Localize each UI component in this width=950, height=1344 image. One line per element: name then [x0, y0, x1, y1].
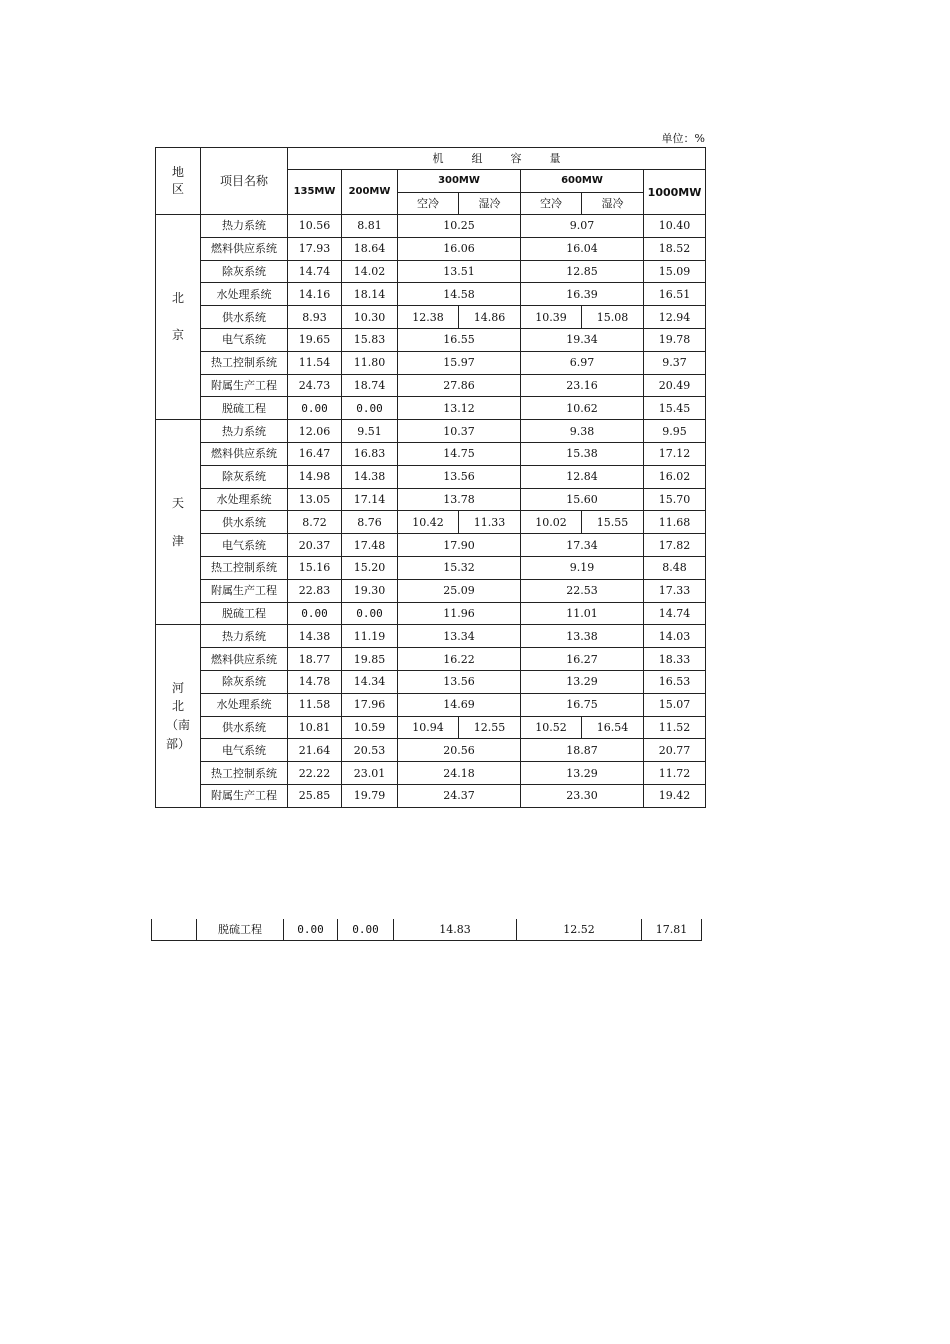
value-1000-cell: 17.33	[644, 579, 706, 602]
value-600-air-cell: 10.39	[521, 306, 582, 329]
value-600-air-cell: 10.52	[521, 716, 582, 739]
table-row	[156, 306, 706, 329]
value-300-cell: 15.97	[398, 351, 521, 374]
value-600-cell: 6.97	[521, 351, 644, 374]
item-name-cell: 热工控制系统	[201, 762, 288, 785]
value-300-cell: 16.55	[398, 328, 521, 351]
table-row	[156, 260, 706, 283]
item-name-cell: 电气系统	[201, 328, 288, 351]
value-1000-cell: 9.95	[644, 420, 706, 443]
value-300-air-cell: 10.42	[398, 511, 459, 534]
header-capacity-char: 组	[471, 152, 483, 165]
value-200-cell: 10.59	[342, 716, 398, 739]
value-200-cell: 18.74	[342, 374, 398, 397]
table-row	[156, 579, 706, 602]
cost-ratio-table	[155, 147, 706, 808]
value-300-air-cell: 12.38	[398, 306, 459, 329]
value-200-cell: 14.02	[342, 260, 398, 283]
value-135-cell: 10.56	[288, 215, 342, 238]
value-600-cell: 10.62	[521, 397, 644, 420]
item-name-cell: 热工控制系统	[201, 556, 288, 579]
value-300-cell: 27.86	[398, 374, 521, 397]
value-1000-cell: 19.42	[644, 784, 706, 807]
item-name-cell: 电气系统	[201, 534, 288, 557]
value-135-cell: 14.98	[288, 465, 342, 488]
table-row	[156, 374, 706, 397]
value-135-cell: 20.37	[288, 534, 342, 557]
value-200-cell: 19.30	[342, 579, 398, 602]
table-row	[156, 351, 706, 374]
value-300-cell: 20.56	[398, 739, 521, 762]
value-600-cell: 15.38	[521, 442, 644, 465]
value-600-wet-cell: 15.08	[582, 306, 644, 329]
item-name-cell: 水处理系统	[201, 693, 288, 716]
continuation-135: 0.00	[284, 919, 338, 941]
value-600-air-cell: 10.02	[521, 511, 582, 534]
value-135-cell: 11.58	[288, 693, 342, 716]
value-1000-cell: 17.82	[644, 534, 706, 557]
value-1000-cell: 16.51	[644, 283, 706, 306]
value-300-cell: 13.56	[398, 465, 521, 488]
value-135-cell: 15.16	[288, 556, 342, 579]
value-200-cell: 17.14	[342, 488, 398, 511]
value-600-cell: 22.53	[521, 579, 644, 602]
value-135-cell: 14.16	[288, 283, 342, 306]
table-row	[156, 397, 706, 420]
item-name-cell: 热力系统	[201, 215, 288, 238]
value-1000-cell: 10.40	[644, 215, 706, 238]
value-200-cell: 0.00	[342, 602, 398, 625]
region-cell: 天 津	[156, 420, 201, 625]
item-name-cell: 脱硫工程	[201, 397, 288, 420]
table-row	[156, 511, 706, 534]
value-300-cell: 13.78	[398, 488, 521, 511]
table-row	[156, 739, 706, 762]
value-300-cell: 10.37	[398, 420, 521, 443]
value-300-cell: 25.09	[398, 579, 521, 602]
value-600-cell: 16.27	[521, 648, 644, 671]
item-name-cell: 附属生产工程	[201, 784, 288, 807]
value-300-cell: 13.12	[398, 397, 521, 420]
value-200-cell: 14.34	[342, 670, 398, 693]
value-300-wet-cell: 12.55	[459, 716, 521, 739]
value-600-cell: 13.29	[521, 762, 644, 785]
value-1000-cell: 12.94	[644, 306, 706, 329]
value-1000-cell: 11.52	[644, 716, 706, 739]
continuation-item: 脱硫工程	[197, 919, 284, 941]
value-600-wet-cell: 16.54	[582, 716, 644, 739]
value-300-wet-cell: 14.86	[459, 306, 521, 329]
value-200-cell: 15.83	[342, 328, 398, 351]
table-row	[156, 602, 706, 625]
header-600-air: 空冷	[521, 193, 582, 215]
item-name-cell: 热工控制系统	[201, 351, 288, 374]
value-600-cell: 12.84	[521, 465, 644, 488]
item-name-cell: 供水系统	[201, 511, 288, 534]
continuation-1000: 17.81	[642, 919, 702, 941]
value-600-cell: 23.30	[521, 784, 644, 807]
value-200-cell: 11.80	[342, 351, 398, 374]
table-row	[156, 716, 706, 739]
table-row	[156, 556, 706, 579]
value-135-cell: 25.85	[288, 784, 342, 807]
header-region: 地区	[156, 148, 201, 215]
value-300-cell: 24.37	[398, 784, 521, 807]
region-cell: 北 京	[156, 215, 201, 420]
value-135-cell: 0.00	[288, 602, 342, 625]
item-name-cell: 脱硫工程	[201, 602, 288, 625]
value-600-wet-cell: 15.55	[582, 511, 644, 534]
value-600-cell: 13.38	[521, 625, 644, 648]
value-200-cell: 8.81	[342, 215, 398, 238]
value-200-cell: 17.48	[342, 534, 398, 557]
header-capacity-char: 机	[432, 152, 444, 165]
table-row	[156, 237, 706, 260]
value-600-cell: 19.34	[521, 328, 644, 351]
value-200-cell: 18.64	[342, 237, 398, 260]
value-200-cell: 11.19	[342, 625, 398, 648]
table-row	[156, 534, 706, 557]
continuation-region-cell	[152, 919, 197, 941]
header-300mw: 300MW	[398, 170, 521, 193]
item-name-cell: 燃料供应系统	[201, 237, 288, 260]
value-200-cell: 17.96	[342, 693, 398, 716]
item-name-cell: 热力系统	[201, 420, 288, 443]
value-200-cell: 20.53	[342, 739, 398, 762]
value-1000-cell: 9.37	[644, 351, 706, 374]
value-300-cell: 24.18	[398, 762, 521, 785]
item-name-cell: 燃料供应系统	[201, 648, 288, 671]
value-135-cell: 21.64	[288, 739, 342, 762]
value-300-cell: 16.06	[398, 237, 521, 260]
value-600-cell: 12.85	[521, 260, 644, 283]
value-200-cell: 14.38	[342, 465, 398, 488]
value-200-cell: 9.51	[342, 420, 398, 443]
value-200-cell: 19.79	[342, 784, 398, 807]
table-row	[156, 670, 706, 693]
region-cell: 河 北 （南 部）	[156, 625, 201, 807]
value-200-cell: 8.76	[342, 511, 398, 534]
value-1000-cell: 20.77	[644, 739, 706, 762]
value-135-cell: 11.54	[288, 351, 342, 374]
header-300-wet: 湿冷	[459, 193, 521, 215]
value-1000-cell: 14.74	[644, 602, 706, 625]
value-600-cell: 13.29	[521, 670, 644, 693]
value-135-cell: 14.78	[288, 670, 342, 693]
value-1000-cell: 19.78	[644, 328, 706, 351]
value-300-cell: 13.34	[398, 625, 521, 648]
value-300-cell: 10.25	[398, 215, 521, 238]
value-1000-cell: 11.72	[644, 762, 706, 785]
value-1000-cell: 18.52	[644, 237, 706, 260]
table-row	[156, 465, 706, 488]
value-1000-cell: 15.07	[644, 693, 706, 716]
value-1000-cell: 11.68	[644, 511, 706, 534]
value-135-cell: 14.38	[288, 625, 342, 648]
value-300-wet-cell: 11.33	[459, 511, 521, 534]
value-600-cell: 17.34	[521, 534, 644, 557]
continuation-600: 12.52	[517, 919, 642, 941]
value-135-cell: 17.93	[288, 237, 342, 260]
item-name-cell: 除灰系统	[201, 260, 288, 283]
item-name-cell: 热力系统	[201, 625, 288, 648]
value-135-cell: 22.83	[288, 579, 342, 602]
value-600-cell: 9.07	[521, 215, 644, 238]
value-135-cell: 19.65	[288, 328, 342, 351]
header-200mw: 200MW	[342, 170, 398, 215]
value-600-cell: 9.19	[521, 556, 644, 579]
item-name-cell: 附属生产工程	[201, 579, 288, 602]
table-row	[156, 762, 706, 785]
table-row	[156, 784, 706, 807]
value-200-cell: 16.83	[342, 442, 398, 465]
item-name-cell: 除灰系统	[201, 465, 288, 488]
item-name-cell: 电气系统	[201, 739, 288, 762]
value-300-cell: 14.58	[398, 283, 521, 306]
header-300-air: 空冷	[398, 193, 459, 215]
value-600-cell: 18.87	[521, 739, 644, 762]
value-200-cell: 19.85	[342, 648, 398, 671]
table-row	[156, 283, 706, 306]
value-1000-cell: 16.53	[644, 670, 706, 693]
value-300-cell: 14.75	[398, 442, 521, 465]
table-row	[156, 215, 706, 238]
value-1000-cell: 20.49	[644, 374, 706, 397]
header-600-wet: 湿冷	[582, 193, 644, 215]
header-capacity	[288, 148, 706, 170]
item-name-cell: 附属生产工程	[201, 374, 288, 397]
value-135-cell: 13.05	[288, 488, 342, 511]
value-135-cell: 18.77	[288, 648, 342, 671]
value-135-cell: 0.00	[288, 397, 342, 420]
table-row	[156, 693, 706, 716]
unit-label: 单位：%	[661, 132, 705, 145]
value-600-cell: 16.75	[521, 693, 644, 716]
value-135-cell: 8.72	[288, 511, 342, 534]
value-200-cell: 10.30	[342, 306, 398, 329]
value-300-cell: 16.22	[398, 648, 521, 671]
item-name-cell: 燃料供应系统	[201, 442, 288, 465]
item-name-cell: 供水系统	[201, 306, 288, 329]
value-135-cell: 8.93	[288, 306, 342, 329]
header-600mw: 600MW	[521, 170, 644, 193]
value-600-cell: 15.60	[521, 488, 644, 511]
value-135-cell: 10.81	[288, 716, 342, 739]
table-row	[156, 420, 706, 443]
value-600-cell: 16.04	[521, 237, 644, 260]
item-name-cell: 水处理系统	[201, 283, 288, 306]
value-300-cell: 15.32	[398, 556, 521, 579]
value-300-air-cell: 10.94	[398, 716, 459, 739]
header-1000mw: 1000MW	[644, 170, 706, 215]
value-300-cell: 14.69	[398, 693, 521, 716]
value-1000-cell: 14.03	[644, 625, 706, 648]
value-200-cell: 18.14	[342, 283, 398, 306]
value-200-cell: 0.00	[342, 397, 398, 420]
value-135-cell: 14.74	[288, 260, 342, 283]
item-name-cell: 除灰系统	[201, 670, 288, 693]
value-1000-cell: 8.48	[644, 556, 706, 579]
header-item: 项目名称	[201, 148, 288, 215]
continuation-300: 14.83	[394, 919, 517, 941]
table-row	[156, 328, 706, 351]
value-600-cell: 11.01	[521, 602, 644, 625]
value-600-cell: 16.39	[521, 283, 644, 306]
value-1000-cell: 15.70	[644, 488, 706, 511]
value-300-cell: 11.96	[398, 602, 521, 625]
value-1000-cell: 17.12	[644, 442, 706, 465]
value-1000-cell: 15.45	[644, 397, 706, 420]
value-600-cell: 23.16	[521, 374, 644, 397]
item-name-cell: 供水系统	[201, 716, 288, 739]
value-300-cell: 17.90	[398, 534, 521, 557]
value-135-cell: 24.73	[288, 374, 342, 397]
value-1000-cell: 16.02	[644, 465, 706, 488]
value-135-cell: 22.22	[288, 762, 342, 785]
table-row	[156, 442, 706, 465]
table-row	[156, 648, 706, 671]
value-600-cell: 9.38	[521, 420, 644, 443]
value-200-cell: 23.01	[342, 762, 398, 785]
table-row	[156, 625, 706, 648]
value-1000-cell: 15.09	[644, 260, 706, 283]
header-135mw: 135MW	[288, 170, 342, 215]
header-capacity-char: 量	[549, 152, 561, 165]
value-135-cell: 12.06	[288, 420, 342, 443]
value-300-cell: 13.51	[398, 260, 521, 283]
value-200-cell: 15.20	[342, 556, 398, 579]
header-capacity-char: 容	[510, 152, 522, 165]
continuation-table	[151, 919, 702, 941]
value-135-cell: 16.47	[288, 442, 342, 465]
continuation-200: 0.00	[338, 919, 394, 941]
value-1000-cell: 18.33	[644, 648, 706, 671]
table-row	[156, 488, 706, 511]
value-300-cell: 13.56	[398, 670, 521, 693]
item-name-cell: 水处理系统	[201, 488, 288, 511]
